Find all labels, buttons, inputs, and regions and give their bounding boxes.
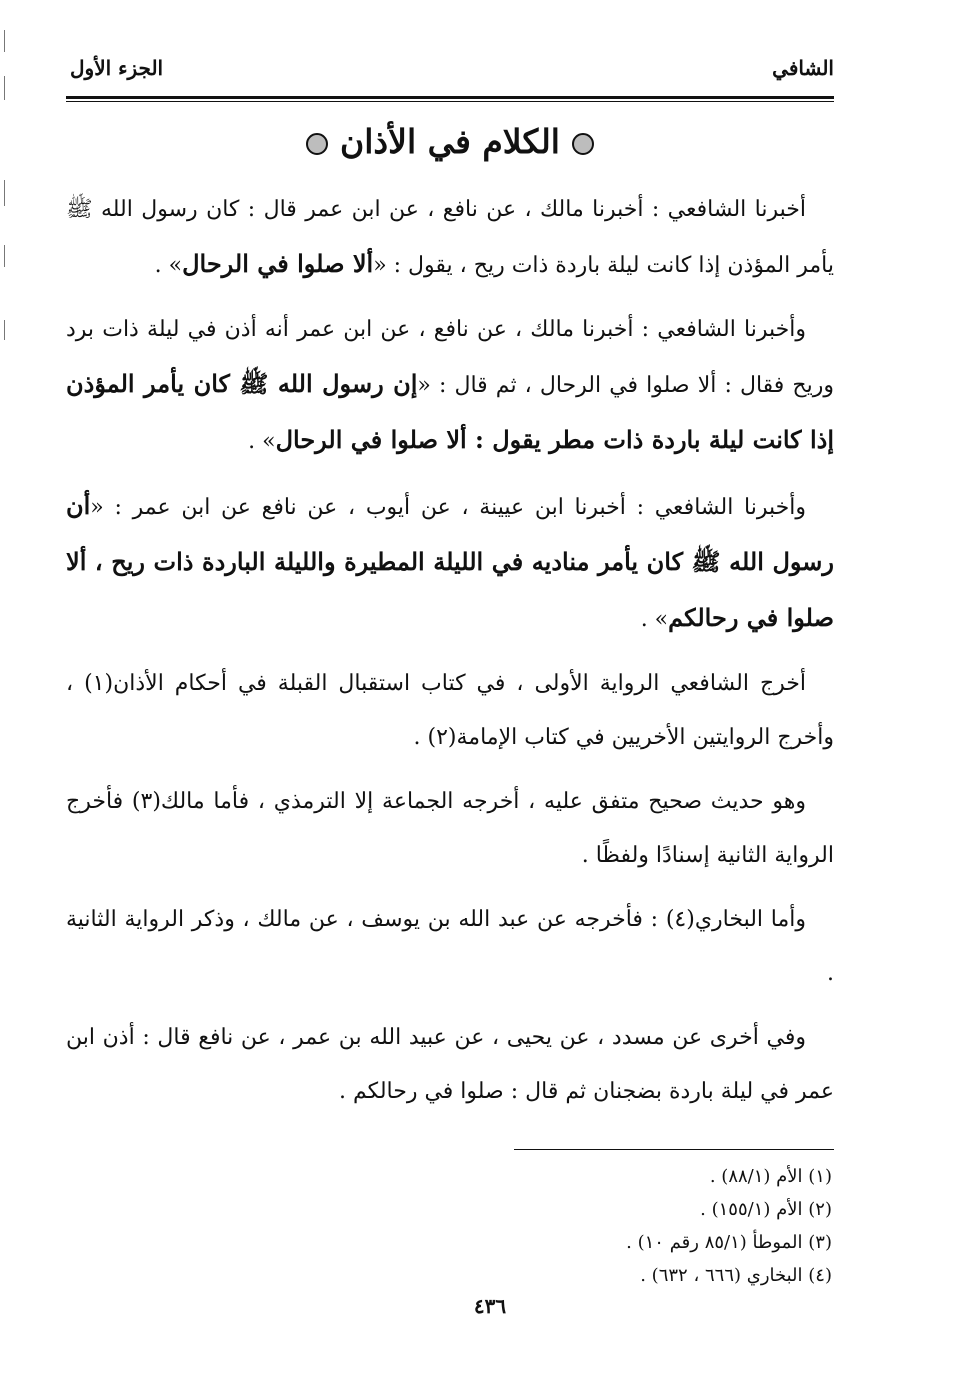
- footnote: (٤) البخاري (٦٦٦ ، ٦٣٢) .: [640, 1265, 832, 1286]
- paragraph-text: وهو حديث صحيح متفق عليه ، أخرجه الجماعة إلا الترمذي ، فأما مالك(٣) فأخرج الرواية الثانية إسنادًا ولفظًا .: [66, 789, 834, 868]
- circle-ornament-icon: [572, 133, 594, 155]
- paragraph: [66, 657, 834, 765]
- paragraph-text: » .: [248, 429, 276, 454]
- volume-label: الجزء الأول: [70, 56, 164, 80]
- hadith-quote: إن رسول الله ﷺ كان يأمر المؤذن إذا كانت ليلة باردة ذات مطر يقول : ألا صلوا في الرحال: [66, 369, 834, 454]
- paragraph: [66, 183, 834, 293]
- paragraph: [66, 303, 834, 469]
- footnote: (٢) الأم (١٥٥/١) .: [700, 1199, 832, 1220]
- paragraph-text: أخرج الشافعي الرواية الأولى ، في كتاب استقبال القبلة في أحكام الأذان(١) ، وأخرج الروايتين الأخريين في كتاب الإمامة(٢) .: [66, 671, 834, 750]
- paragraph-text: وفي أخرى عن مسدد ، عن يحيى ، عن عبيد الله بن عمر ، عن نافع قال : أذن ابن عمر في ليلة باردة بضجنان ثم قال : صلوا في رحالكم .: [66, 1025, 834, 1104]
- body-text: [66, 183, 834, 1119]
- page-number: ٤٣٦: [473, 1294, 507, 1318]
- paragraph-text: » .: [154, 253, 183, 278]
- paragraph: [66, 775, 834, 883]
- paragraph-text: وأما البخاري(٤) : فأخرجه عن عبد الله بن يوسف ، عن مالك ، وذكر الرواية الثانية .: [66, 907, 834, 986]
- chapter-title-text: الكلام في الأذان: [340, 122, 560, 161]
- circle-ornament-icon: [306, 133, 328, 155]
- footnote: (١) الأم (٨٨/١) .: [709, 1166, 832, 1187]
- hadith-quote: أن رسول الله ﷺ كان يأمر مناديه في الليلة المطيرة والليلة الباردة ذات ريح ، ألا صلوا في رحالكم: [66, 491, 834, 632]
- paragraph-text: أخبرنا الشافعي : أخبرنا مالك ، عن نافع ، عن ابن عمر قال : كان رسول الله ﷺ يأمر المؤذن إذا كانت ليلة باردة ذات ريح ، يقول : «: [66, 197, 834, 278]
- footnotes: [66, 1160, 834, 1292]
- paragraph: [66, 479, 834, 647]
- footnote-separator: [514, 1149, 834, 1150]
- running-header: [66, 50, 834, 90]
- scan-margin-marks: [4, 30, 10, 350]
- paragraph: [66, 893, 834, 1001]
- book-title: الشافي: [772, 56, 834, 80]
- paragraph-text: وأخبرنا الشافعي : أخبرنا مالك ، عن نافع ، عن ابن عمر أنه أذن في ليلة ذات برد وريح فقال : ألا صلوا في الرحال ، ثم قال : «: [66, 317, 834, 398]
- header-rule: [66, 96, 834, 102]
- paragraph-text: وأخبرنا الشافعي : أخبرنا ابن عيينة ، عن أيوب ، عن نافع عن ابن عمر : «: [90, 495, 806, 520]
- hadith-quote: ألا صلوا في الرحال: [182, 249, 374, 278]
- page: [66, 50, 834, 1292]
- paragraph: [66, 1011, 834, 1119]
- paragraph-text: » .: [640, 607, 669, 632]
- chapter-title: [66, 122, 834, 161]
- footnote: (٣) الموطأ (٨٥/١ رقم ١٠) .: [626, 1232, 832, 1253]
